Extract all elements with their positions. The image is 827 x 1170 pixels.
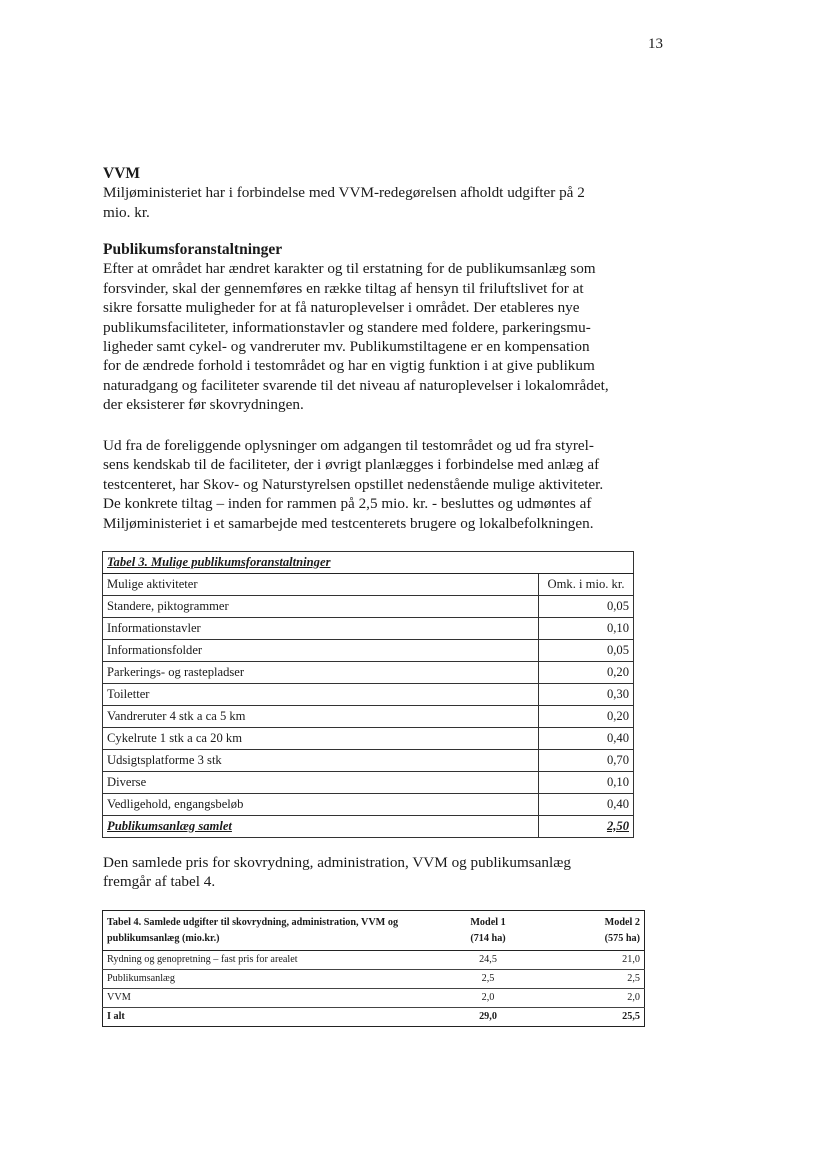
row-value-model1: 24,5 bbox=[436, 951, 540, 970]
column-header-model2: Model 2 bbox=[604, 917, 640, 928]
table-row bbox=[103, 662, 634, 684]
row-value: 0,10 bbox=[539, 772, 634, 794]
row-value-model1: 2,0 bbox=[436, 989, 540, 1008]
row-value: 0,05 bbox=[539, 596, 634, 618]
column-header-cost: Omk. i mio. kr. bbox=[539, 574, 634, 596]
table-header-row bbox=[103, 931, 645, 951]
table-3 bbox=[102, 551, 634, 838]
text-line: Ud fra de foreliggende oplysninger om adgangen til testområdet og ud fra styrel- bbox=[103, 437, 594, 454]
row-value-model2: 21,0 bbox=[540, 951, 645, 970]
table-row bbox=[103, 772, 634, 794]
table-title: Tabel 4. Samlede udgifter til skovrydning, administration, VVM og bbox=[107, 917, 399, 928]
row-label: Toiletter bbox=[103, 684, 539, 706]
row-label: Vandreruter 4 stk a ca 5 km bbox=[103, 706, 539, 728]
column-header-model1: Model 1 bbox=[470, 917, 506, 928]
vvm-section bbox=[103, 164, 643, 222]
table-row bbox=[103, 989, 645, 1008]
text-line: Miljøministeriet har i forbindelse med VVM-redegørelsen afholdt udgifter på 2 bbox=[103, 184, 585, 202]
row-value-model1: 2,5 bbox=[436, 970, 540, 989]
text-line: fremgår af tabel 4. bbox=[103, 873, 216, 891]
row-value: 0,05 bbox=[539, 640, 634, 662]
total-label: Publikumsanlæg samlet bbox=[103, 816, 539, 838]
row-label: Cykelrute 1 stk a ca 20 km bbox=[103, 728, 539, 750]
column-subheader-model1: (714 ha) bbox=[436, 931, 540, 951]
row-value: 0,70 bbox=[539, 750, 634, 772]
section-heading: Publikumsforanstaltninger bbox=[103, 241, 283, 258]
body-paragraph bbox=[103, 853, 643, 892]
row-value: 0,20 bbox=[539, 706, 634, 728]
text-line: Den samlede pris for skovrydning, administration, VVM og publikumsanlæg bbox=[103, 854, 571, 871]
table-row bbox=[103, 596, 634, 618]
table-header-row bbox=[103, 911, 645, 932]
section-heading: VVM bbox=[103, 165, 141, 182]
row-label: Rydning og genopretning – fast pris for arealet bbox=[103, 951, 437, 970]
row-value: 0,40 bbox=[539, 728, 634, 750]
table-row bbox=[103, 684, 634, 706]
body-paragraph bbox=[103, 436, 643, 533]
row-value: 0,10 bbox=[539, 618, 634, 640]
column-subheader-model2: (575 ha) bbox=[540, 931, 645, 951]
text-line: testcenteret, har Skov- og Naturstyrelsen opstillet nedenstående mulige aktiviteter. bbox=[103, 475, 604, 493]
table-row bbox=[103, 728, 634, 750]
table-4 bbox=[102, 910, 645, 1027]
publikum-section bbox=[103, 240, 643, 415]
text-line: De konkrete tiltag – inden for rammen på 2,5 mio. kr. - besluttes og udmøntes af bbox=[103, 495, 592, 513]
row-label: Informationstavler bbox=[103, 618, 539, 640]
table-caption: Tabel 3. Mulige publikumsforanstaltninger bbox=[103, 552, 634, 574]
text-line: ligheder samt cykel- og vandreruter mv. Publikumstiltagene er en kompensation bbox=[103, 338, 590, 356]
table-header-row bbox=[103, 574, 634, 596]
text-line: sens kendskab til de faciliteter, der i øvrigt planlægges i forbindelse med anlæg af bbox=[103, 456, 600, 474]
text-line: naturadgang og faciliteter svarende til det niveau af naturoplevelser i lokalområdet, bbox=[103, 376, 609, 394]
row-label: Standere, piktogrammer bbox=[103, 596, 539, 618]
row-label: Udsigtsplatforme 3 stk bbox=[103, 750, 539, 772]
table-row bbox=[103, 640, 634, 662]
table-row bbox=[103, 750, 634, 772]
column-header-activities: Mulige aktiviteter bbox=[103, 574, 539, 596]
table-total-row bbox=[103, 1008, 645, 1027]
text-line: publikumsfaciliteter, informationstavler og standere med foldere, parkeringsmu- bbox=[103, 318, 591, 336]
row-label: Diverse bbox=[103, 772, 539, 794]
text-line: Efter at området har ændret karakter og til erstatning for de publikumsanlæg som bbox=[103, 260, 596, 278]
table-total-row bbox=[103, 816, 634, 838]
total-value-model1: 29,0 bbox=[479, 1011, 497, 1022]
text-line: sikre forsatte muligheder for at få naturoplevelser i området. Der etableres nye bbox=[103, 299, 580, 317]
table-row bbox=[103, 706, 634, 728]
text-line: for de ændrede forhold i testområdet og har en vigtig funktion i at give publikum bbox=[103, 357, 595, 375]
row-value: 0,30 bbox=[539, 684, 634, 706]
total-label: I alt bbox=[107, 1011, 125, 1022]
row-value-model2: 2,5 bbox=[540, 970, 645, 989]
row-value-model2: 2,0 bbox=[540, 989, 645, 1008]
total-value: 2,50 bbox=[539, 816, 634, 838]
total-value-model2: 25,5 bbox=[622, 1011, 640, 1022]
row-value: 0,20 bbox=[539, 662, 634, 684]
text-line: mio. kr. bbox=[103, 203, 150, 221]
row-value: 0,40 bbox=[539, 794, 634, 816]
row-label: Informationsfolder bbox=[103, 640, 539, 662]
page-number: 13 bbox=[648, 36, 663, 52]
table-caption-row bbox=[103, 552, 634, 574]
text-line: Miljøministeriet i et samarbejde med testcenterets brugere og lokalbefolkningen. bbox=[103, 514, 594, 532]
row-label: Vedligehold, engangsbeløb bbox=[103, 794, 539, 816]
table-row bbox=[103, 794, 634, 816]
row-label: VVM bbox=[103, 989, 437, 1008]
table-row bbox=[103, 970, 645, 989]
text-line: der eksisterer før skovrydningen. bbox=[103, 396, 304, 414]
row-label: Publikumsanlæg bbox=[103, 970, 437, 989]
text-line: forsvinder, skal der gennemføres en række tiltag af hensyn til friluftslivet for at bbox=[103, 279, 584, 297]
row-label: Parkerings- og rastepladser bbox=[103, 662, 539, 684]
table-row bbox=[103, 951, 645, 970]
table-title-cont: publikumsanlæg (mio.kr.) bbox=[103, 931, 437, 951]
table-row bbox=[103, 618, 634, 640]
